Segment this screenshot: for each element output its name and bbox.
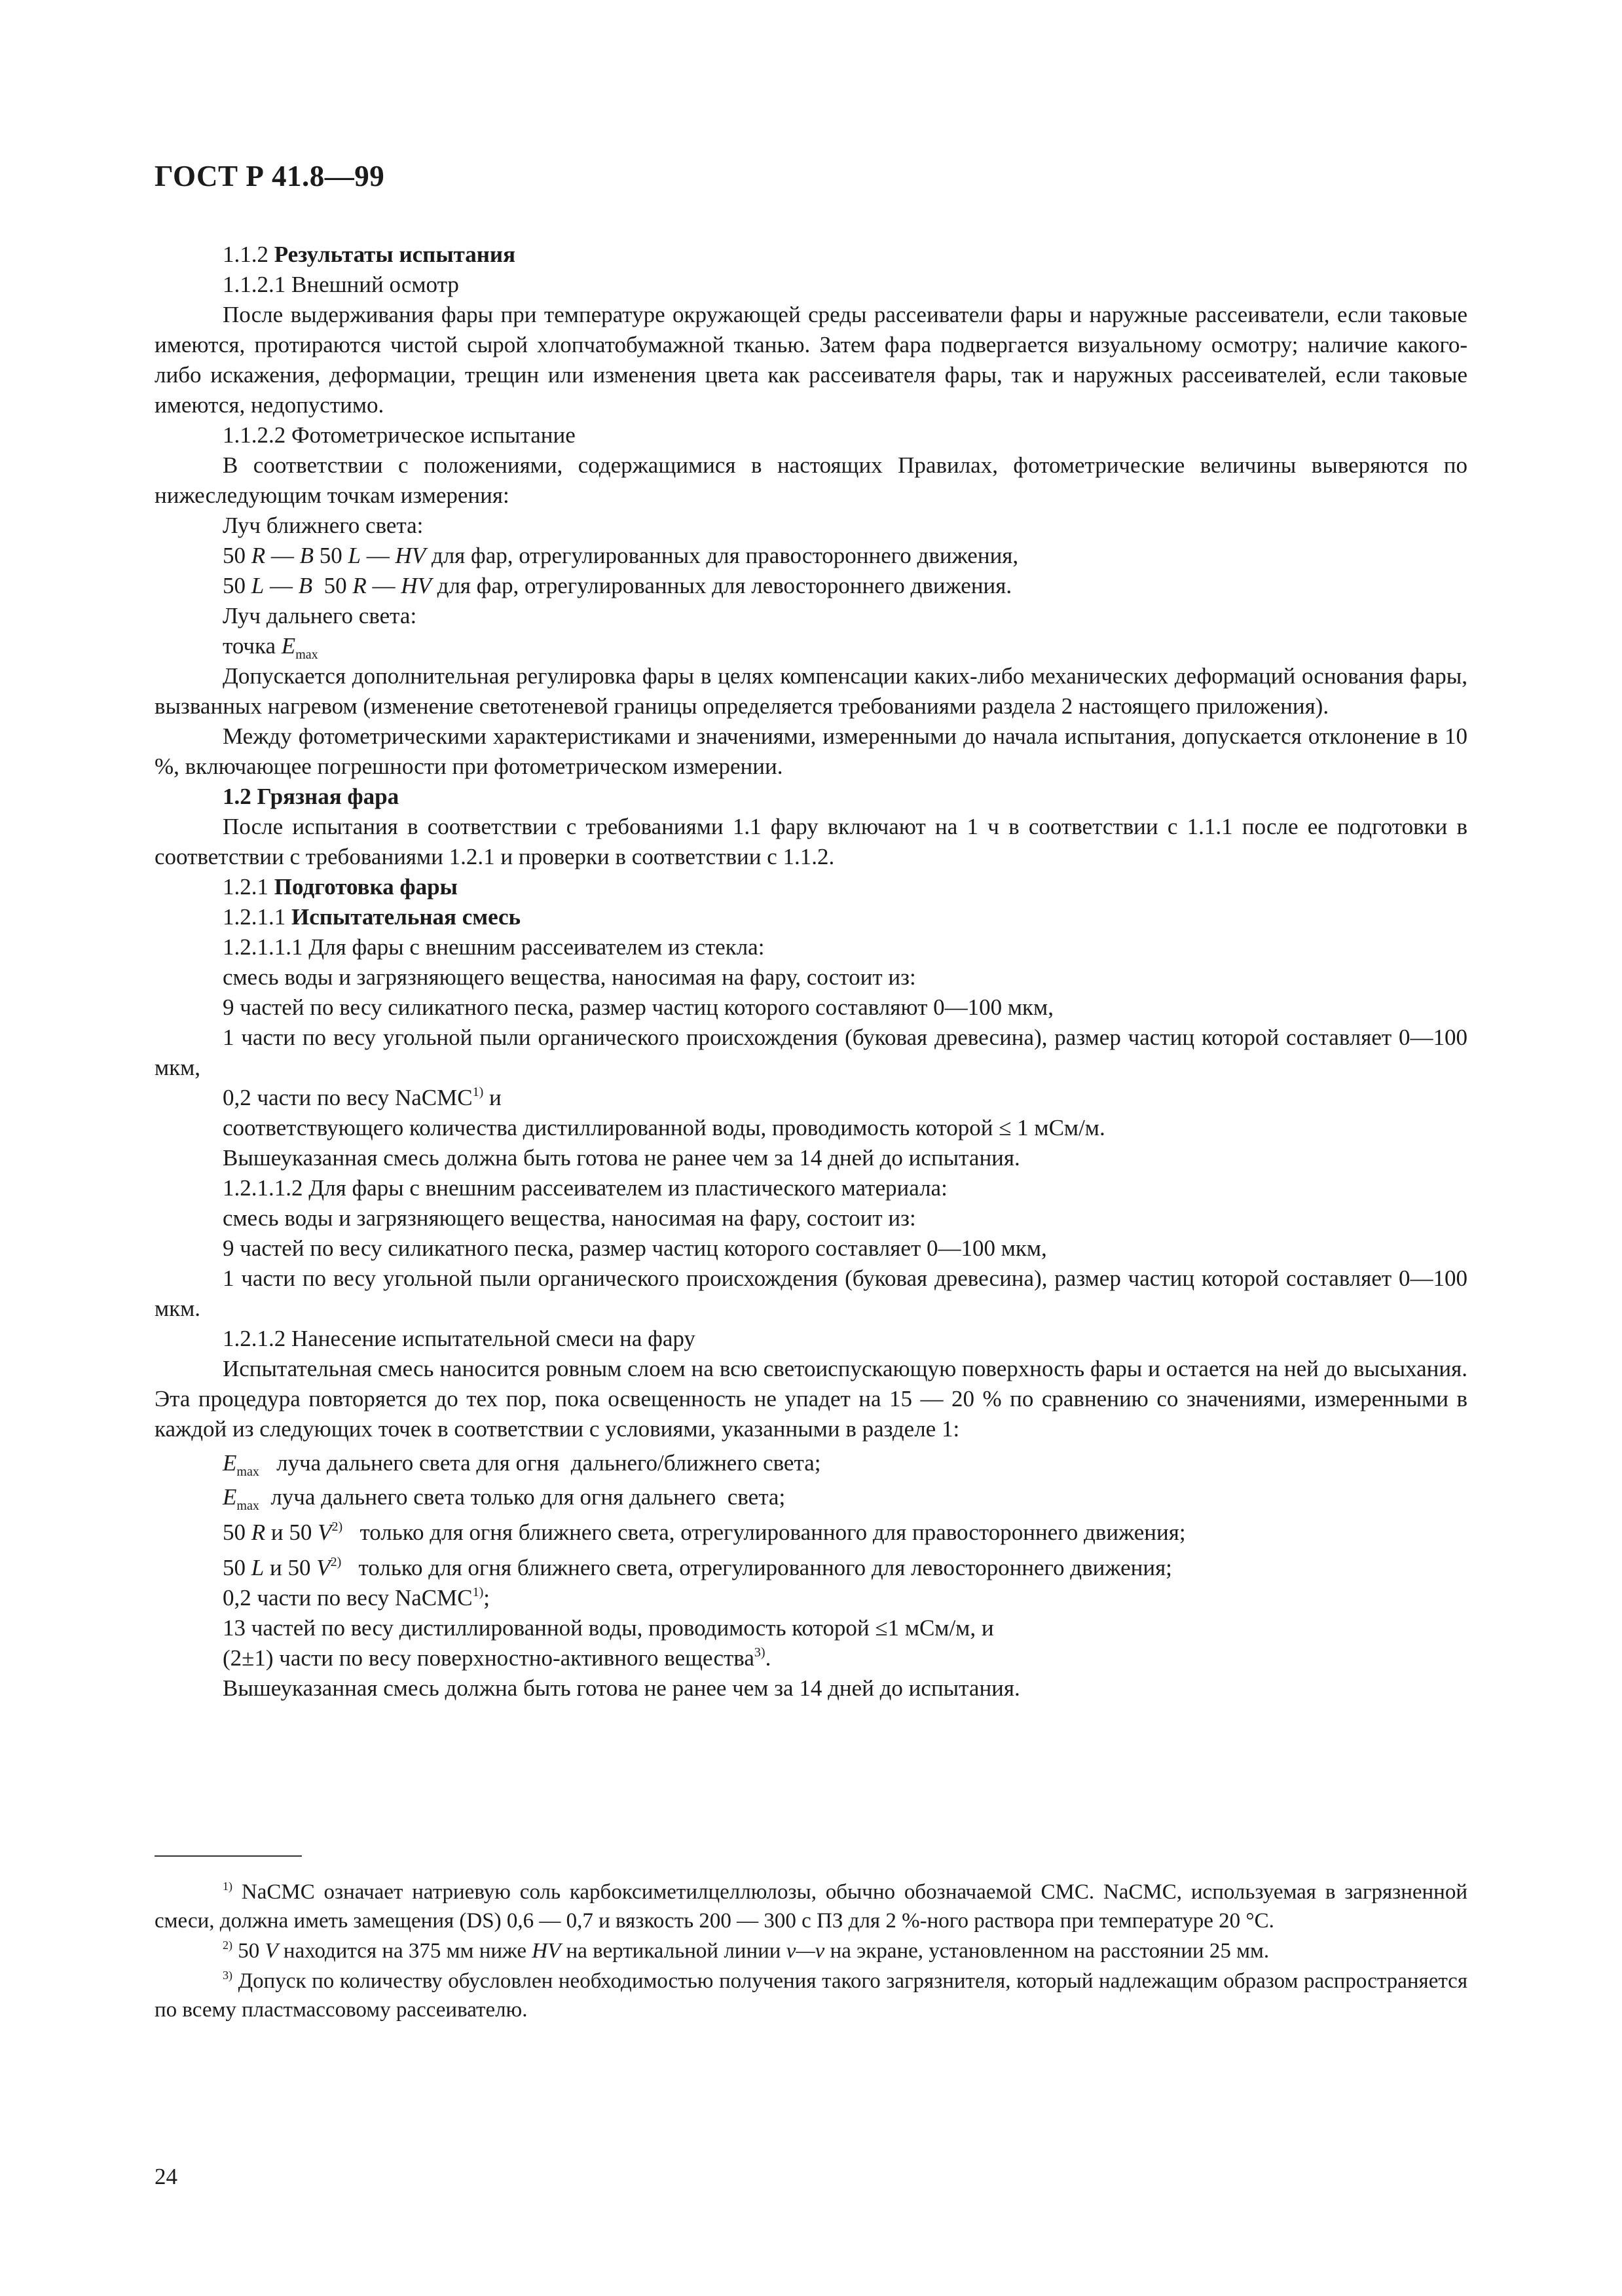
- mix-glass-coal-dust: 1 части по весу угольной пыли органического происхождения (буковая древесина), размер частиц которой составляет 0—100 мкм,: [155, 1025, 1467, 1080]
- paragraph-apply-mixture: Испытательная смесь наносится ровным слоем на всю светоиспускающую поверхность фары и остается на ней до высыхания. Эта процедура повторяется до тех пор, пока освещенность не упадет на 15 — 20 % по сравнению со значениями, измеренными в каждой из следующих точек в соответствии с условиями, указанными в разделе 1:: [155, 1356, 1467, 1442]
- paragraph-additional-adjustment: Допускается дополнительная регулировка фары в целях компенсации каких-либо механических деформаций основания фары, вызванных нагревом (изменение светотеневой границы определяется требованиями раздела 2 настоящего приложения).: [155, 663, 1467, 719]
- subsection-heading-1-2-1-2: 1.2.1.2 Нанесение испытательной смеси на фару: [223, 1326, 695, 1351]
- subsection-heading-1-1-2-1: 1.1.2.1 Внешний осмотр: [223, 272, 459, 297]
- mix-intro-glass: смесь воды и загрязняющего вещества, наносимая на фару, состоит из:: [223, 964, 916, 990]
- mix-intro-plastic: смесь воды и загрязняющего вещества, наносимая на фару, состоит из:: [223, 1205, 916, 1231]
- subsection-heading-1-2-1-1: 1.2.1.1 Испытательная смесь: [223, 904, 521, 930]
- footnote-3: $^{3)}$ Допуск по количеству обусловлен необходимостью получения такого загрязнителя, который надлежащим образом распространяется по всему пластмассовому рассеивателю.: [155, 1969, 1468, 2022]
- point-emax-high-low: $E_{max}$ луча дальнего света для огня дальнего/ближнего света;: [223, 1450, 821, 1479]
- point-50l-50v: 50 L и 50 $V^{2)}$ только для огня ближнего света, отрегулированного для левостороннего движения;: [223, 1555, 1172, 1580]
- low-beam-point-left: 50 L — B 50 R — HV для фар, отрегулированных для левостороннего движения.: [223, 573, 1012, 598]
- paragraph-deviation: Между фотометрическими характеристиками и значениями, измеренными до начала испытания, допускается отклонение в 10 %, включающее погрешности при фотометрическом измерении.: [155, 723, 1467, 779]
- high-beam-label: Луч дальнего света:: [223, 603, 417, 629]
- mix-glass-ready-note: Вышеуказанная смесь должна быть готова не ранее чем за 14 дней до испытания.: [223, 1145, 1020, 1171]
- mix-plastic-coal-dust: 1 части по весу угольной пыли органического происхождения (буковая древесина), размер частиц которой составляет 0—100 мкм.: [155, 1266, 1467, 1321]
- subsection-heading-1-2-1: 1.2.1 Подготовка фары: [223, 874, 458, 900]
- mix-glass-water: соответствующего количества дистиллированной воды, проводимость которой ≤ 1 мСм/м.: [223, 1115, 1105, 1140]
- mix-plastic-surfactant: (2±1) части по весу поверхностно-активного вещества$^{3)}$.: [223, 1645, 771, 1671]
- footnote-1: $^{1)}$ NaCMC означает натриевую соль карбоксиметилцеллюлозы, обычно обозначаемой СМС. NaCMC, используемая в загрязненной смеси, должна иметь замещения (DS) 0,6 — 0,7 и вязкость 200 — 300 с ПЗ для 2 %-ного раствора при температуре 20 °С.: [155, 1880, 1467, 1933]
- mix-plastic-nacmc: 0,2 части по весу NaCMC$^{1)}$;: [223, 1585, 490, 1611]
- mix-plastic-sand: 9 частей по весу силикатного песка, размер частиц которого составляет 0—100 мкм,: [223, 1235, 1047, 1261]
- low-beam-label: Луч ближнего света:: [223, 513, 424, 538]
- footnotes: [155, 1878, 1467, 2026]
- page-number: 24: [155, 2164, 177, 2189]
- mix-glass-nacmc: 0,2 части по весу NaCMC$^{1)}$ и: [223, 1085, 502, 1110]
- subsection-heading-1-1-2-2: 1.1.2.2 Фотометрическое испытание: [223, 422, 576, 448]
- paragraph-dirty-headlamp: После испытания в соответствии с требованиями 1.1 фару включают на 1 ч в соответствии с 1.1.1 после ее подготовки в соответствии с требованиями 1.2.1 и проверки в соответствии с 1.1.2.: [155, 814, 1467, 869]
- section-heading-1-2: 1.2 Грязная фара: [223, 784, 399, 809]
- point-50r-50v: 50 R и 50 $V^{2)}$ только для огня ближнего света, отрегулированного для правостороннего движения;: [223, 1520, 1186, 1545]
- paragraph-photometric-test: В соответствии с положениями, содержащимися в настоящих Правилах, фотометрические величины выверяются по нижеследующим точкам измерения:: [155, 452, 1467, 508]
- mix-plastic-ready-note: Вышеуказанная смесь должна быть готова не ранее чем за 14 дней до испытания.: [223, 1675, 1020, 1701]
- page-body: [155, 240, 1467, 1704]
- item-1-2-1-1-1: 1.2.1.1.1 Для фары с внешним рассеивателем из стекла:: [223, 934, 765, 960]
- footnote-2: $^{2)}$ 50 V находится на 375 мм ниже HV на вертикальной линии v—v на экране, установленном на расстоянии 25 мм.: [223, 1939, 1270, 1963]
- section-heading-1-1-2: 1.1.2 Результаты испытания: [223, 242, 516, 267]
- mix-glass-sand: 9 частей по весу силикатного песка, размер частиц которого составляют 0—100 мкм,: [223, 994, 1054, 1020]
- document-header: ГОСТ Р 41.8—99: [155, 160, 385, 192]
- footnote-separator: [155, 1855, 302, 1857]
- mix-plastic-water: 13 частей по весу дистиллированной воды, проводимость которой ≤1 мСм/м, и: [223, 1615, 994, 1641]
- high-beam-point-emax: точка $E_{max}$: [223, 633, 318, 662]
- paragraph-visual-inspection: После выдерживания фары при температуре окружающей среды рассеиватели фары и наружные рассеиватели, если таковые имеются, протираются чистой сырой хлопчатобумажной тканью. Затем фара подвергается визуальному осмотру; наличие какого-либо искажения, деформации, трещин или изменения цвета как рассеивателя фары, так и наружных рассеивателей, если таковые имеются, недопустимо.: [155, 302, 1467, 418]
- point-emax-high-only: $E_{max}$ луча дальнего света только для огня дальнего света;: [223, 1484, 786, 1513]
- low-beam-point-right: 50 R — B 50 L — HV для фар, отрегулированных для правостороннего движения,: [223, 543, 1019, 568]
- item-1-2-1-1-2: 1.2.1.1.2 Для фары с внешним рассеивателем из пластического материала:: [223, 1175, 948, 1201]
